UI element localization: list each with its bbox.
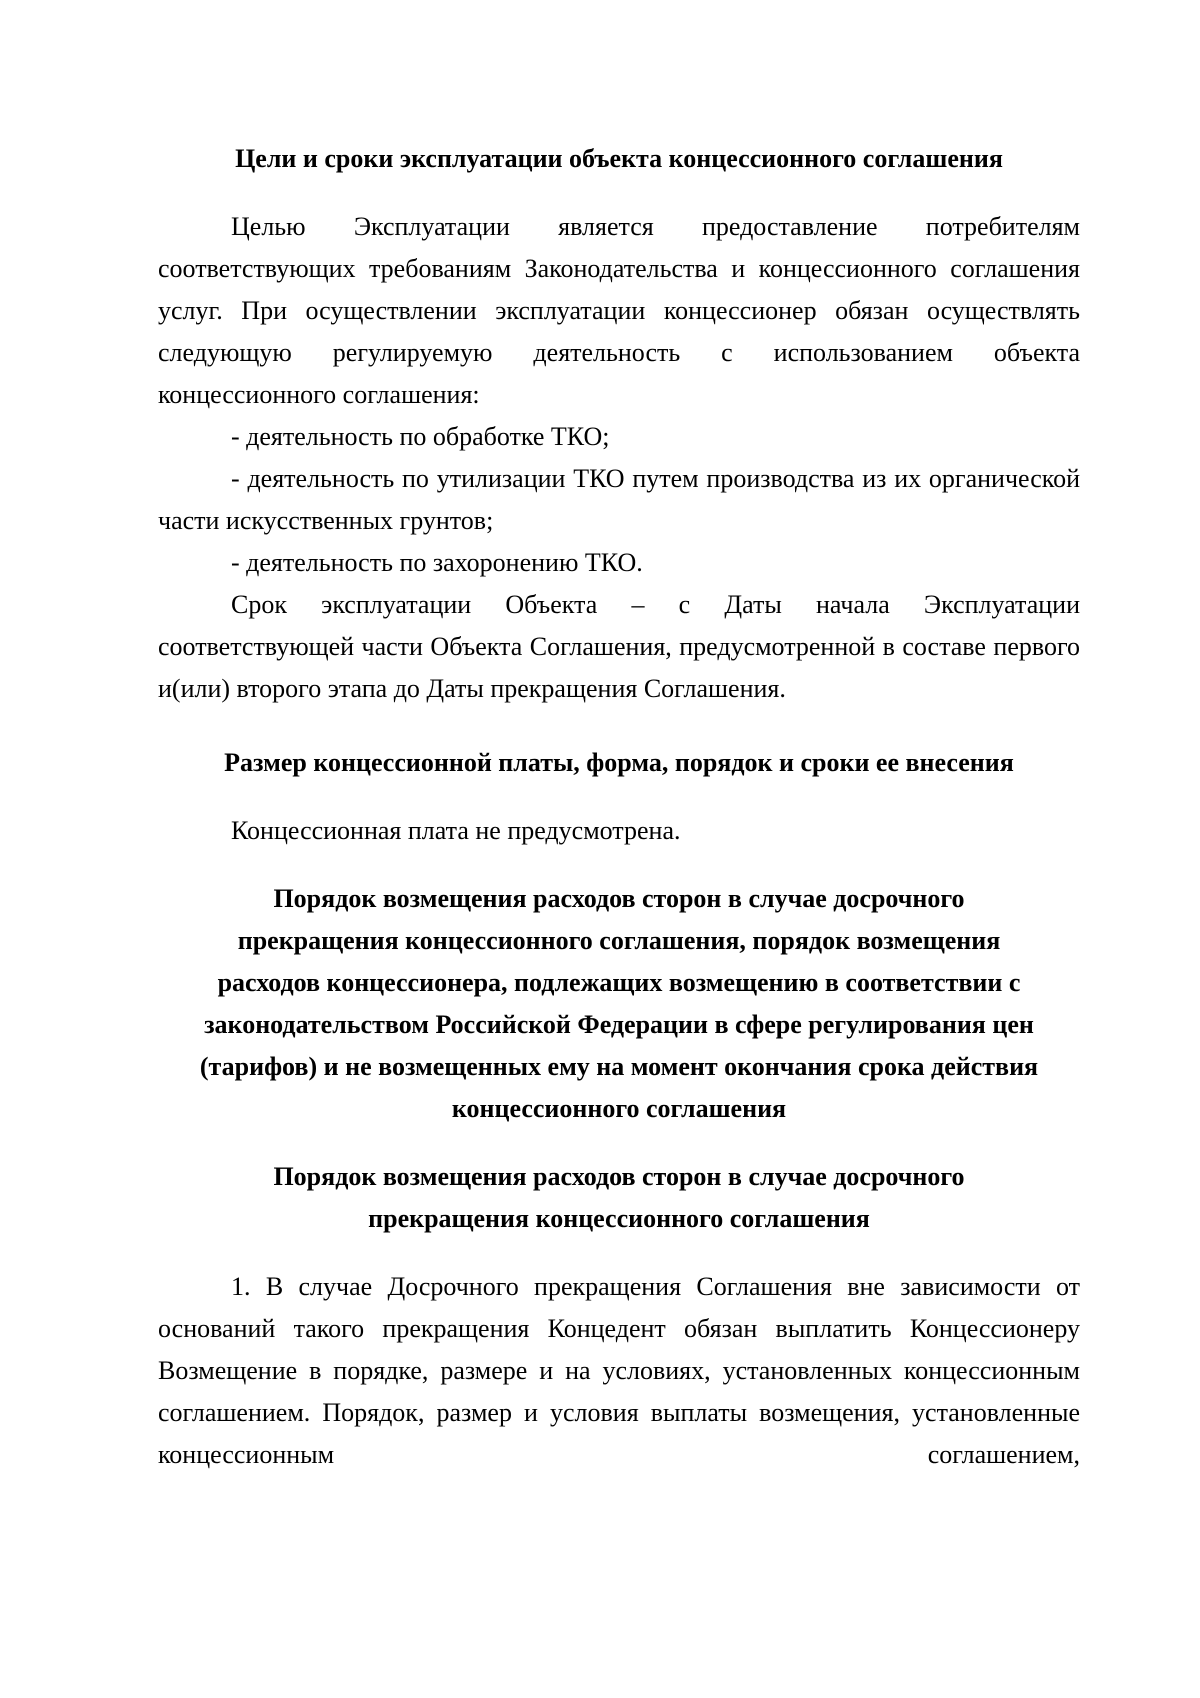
paragraph-operation-term: Срок эксплуатации Объекта – с Даты начала Эксплуатации соответствующей части Объекта Соглашения, предусмотренной в составе первого и(или) второго этапа до Даты прекращения Соглашения.: [158, 590, 1080, 703]
paragraph-fee-not-provided: Концессионная плата не предусмотрена.: [231, 816, 681, 845]
heading-line: (тарифов) и не возмещенных ему на момент окончания срока действия: [199, 1052, 1039, 1081]
paragraph-operation-goal: Целью Эксплуатации является предоставление потребителям соответствующих требованиям Законодательства и концессионного соглашения услуг. При осуществлении эксплуатации концессионер обязан осуществлять следующую регулируемую деятельность с использованием объекта концессионного соглашения:: [158, 212, 1080, 409]
heading-line: законодательством Российской Федерации в сфере регулирования цен: [204, 1010, 1034, 1039]
section-heading-early-termination: [158, 1156, 1080, 1240]
heading-line: прекращения концессионного соглашения: [368, 1204, 870, 1233]
heading-line: концессионного соглашения: [451, 1094, 787, 1123]
list-item-burial: - деятельность по захоронению ТКО.: [231, 548, 643, 577]
section-heading-concession-fee: Размер концессионной платы, форма, порядок и сроки ее внесения: [224, 748, 1014, 777]
heading-line: Порядок возмещения расходов сторон в случае досрочного: [273, 884, 965, 913]
section-heading-operation-goals: Цели и сроки эксплуатации объекта концессионного соглашения: [235, 144, 1003, 173]
heading-line: Порядок возмещения расходов сторон в случае досрочного: [273, 1162, 965, 1191]
list-item-processing: - деятельность по обработке ТКО;: [231, 422, 610, 451]
section-heading-compensation-procedure: [158, 878, 1080, 1130]
document-content: [158, 138, 1080, 1476]
heading-line: расходов концессионера, подлежащих возмещению в соответствии с: [217, 968, 1021, 997]
heading-line: прекращения концессионного соглашения, порядок возмещения: [237, 926, 1001, 955]
list-item-utilization: - деятельность по утилизации ТКО путем производства из их органической части искусственных грунтов;: [158, 464, 1080, 535]
paragraph-early-termination-compensation: 1. В случае Досрочного прекращения Соглашения вне зависимости от оснований такого прекращения Концедент обязан выплатить Концессионеру Возмещение в порядке, размере и на условиях, установленных концессионным соглашением. Порядок, размер и условия выплаты возмещения, установленные концессионным соглашением,: [158, 1272, 1080, 1469]
